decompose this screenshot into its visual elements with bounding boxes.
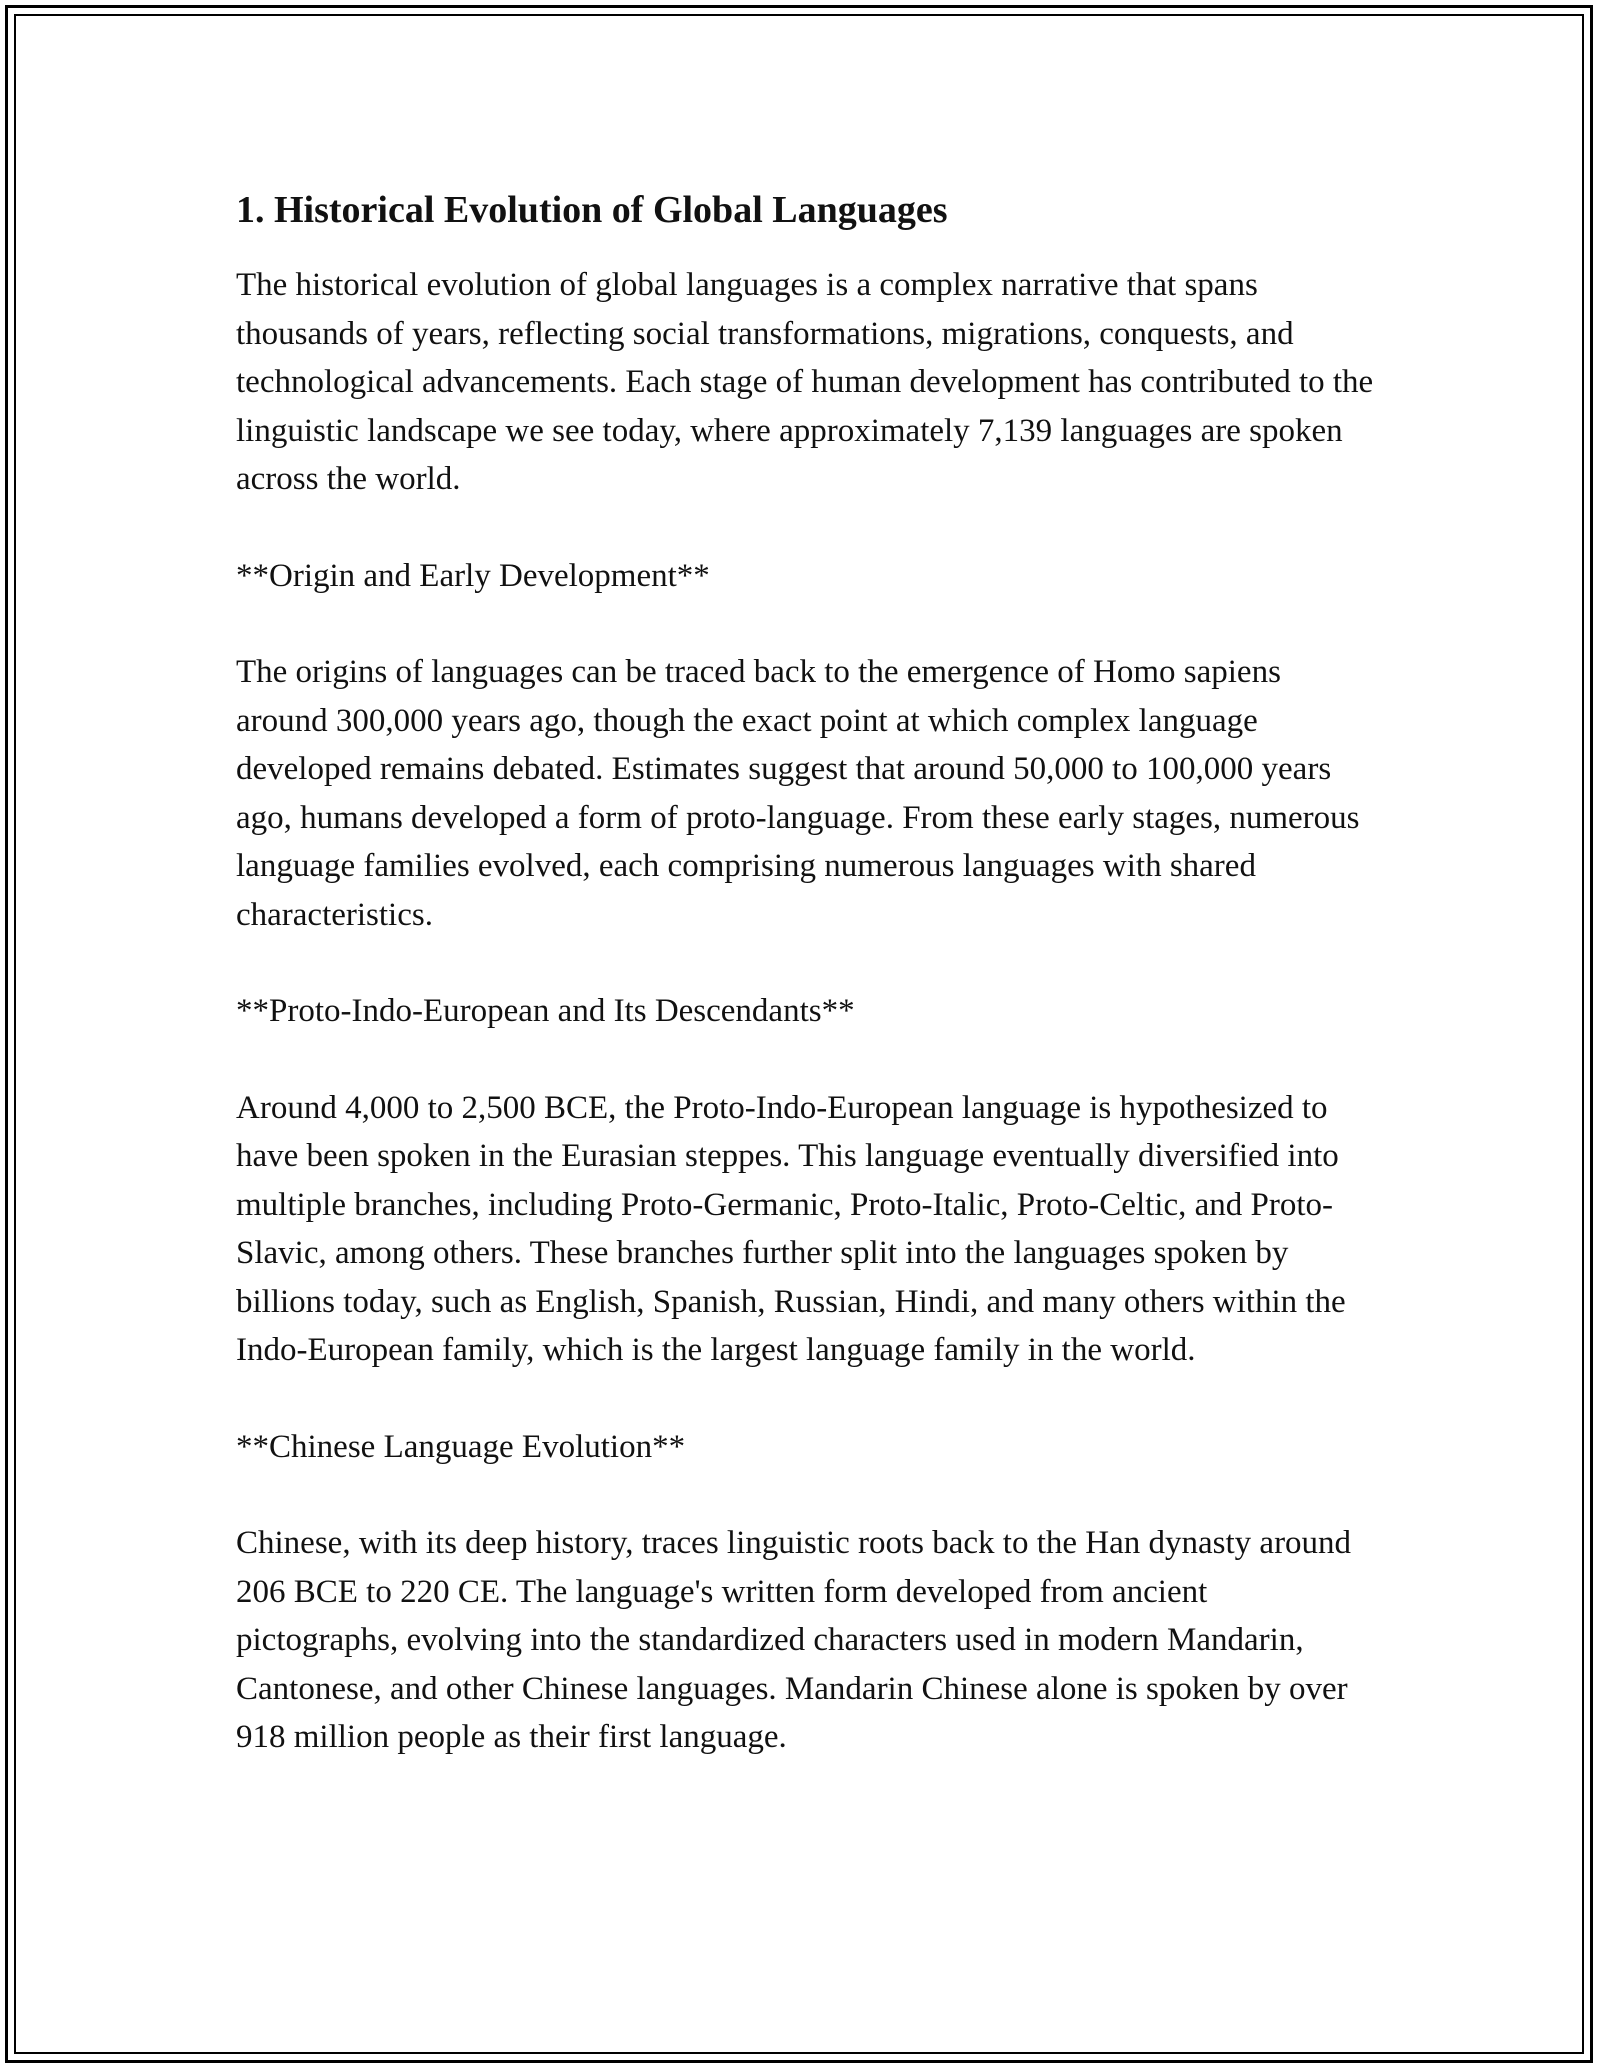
subheading-proto-indo-european: **Proto-Indo-European and Its Descendants** xyxy=(236,993,855,1030)
section-title: 1. Historical Evolution of Global Languages xyxy=(236,189,948,231)
origin-paragraph: The origins of languages can be traced back to the emergence of Homo sapiens around 300,000 years ago, though the exact point at which complex language developed remains debated. Estimates suggest that around 50,000 to 100,000 years ago, humans developed a form of proto-language. From these early stages, numerous language families evolved, each comprising numerous languages with shared characteristics. xyxy=(236,654,1360,933)
subheading-chinese: **Chinese Language Evolution** xyxy=(236,1428,686,1465)
document-body xyxy=(236,186,1376,1810)
proto-indo-european-paragraph: Around 4,000 to 2,500 BCE, the Proto-Indo-European language is hypothesized to have been spoken in the Eurasian steppes. This language eventually diversified into multiple branches, including Proto-Germanic, Proto-Italic, Proto-Celtic, and Proto-Slavic, among others. These branches further split into the languages spoken by billions today, such as English, Spanish, Russian, Hindi, and many others within the Indo-European family, which is the largest language family in the world. xyxy=(236,1089,1346,1369)
subheading-origin: **Origin and Early Development** xyxy=(236,557,710,594)
intro-paragraph: The historical evolution of global languages is a complex narrative that spans thousands of years, reflecting social transformations, migrations, conquests, and technological advancements. Each stage of human development has contributed to the linguistic landscape we see today, where approximately 7,139 languages are spoken across the world. xyxy=(236,267,1374,498)
chinese-paragraph: Chinese, with its deep history, traces linguistic roots back to the Han dynasty around 206 BCE to 220 CE. The language's written form developed from ancient pictographs, evolving into the standardized characters used in modern Mandarin, Cantonese, and other Chinese languages. Mandarin Chinese alone is spoken by over 918 million people as their first language. xyxy=(236,1525,1352,1756)
